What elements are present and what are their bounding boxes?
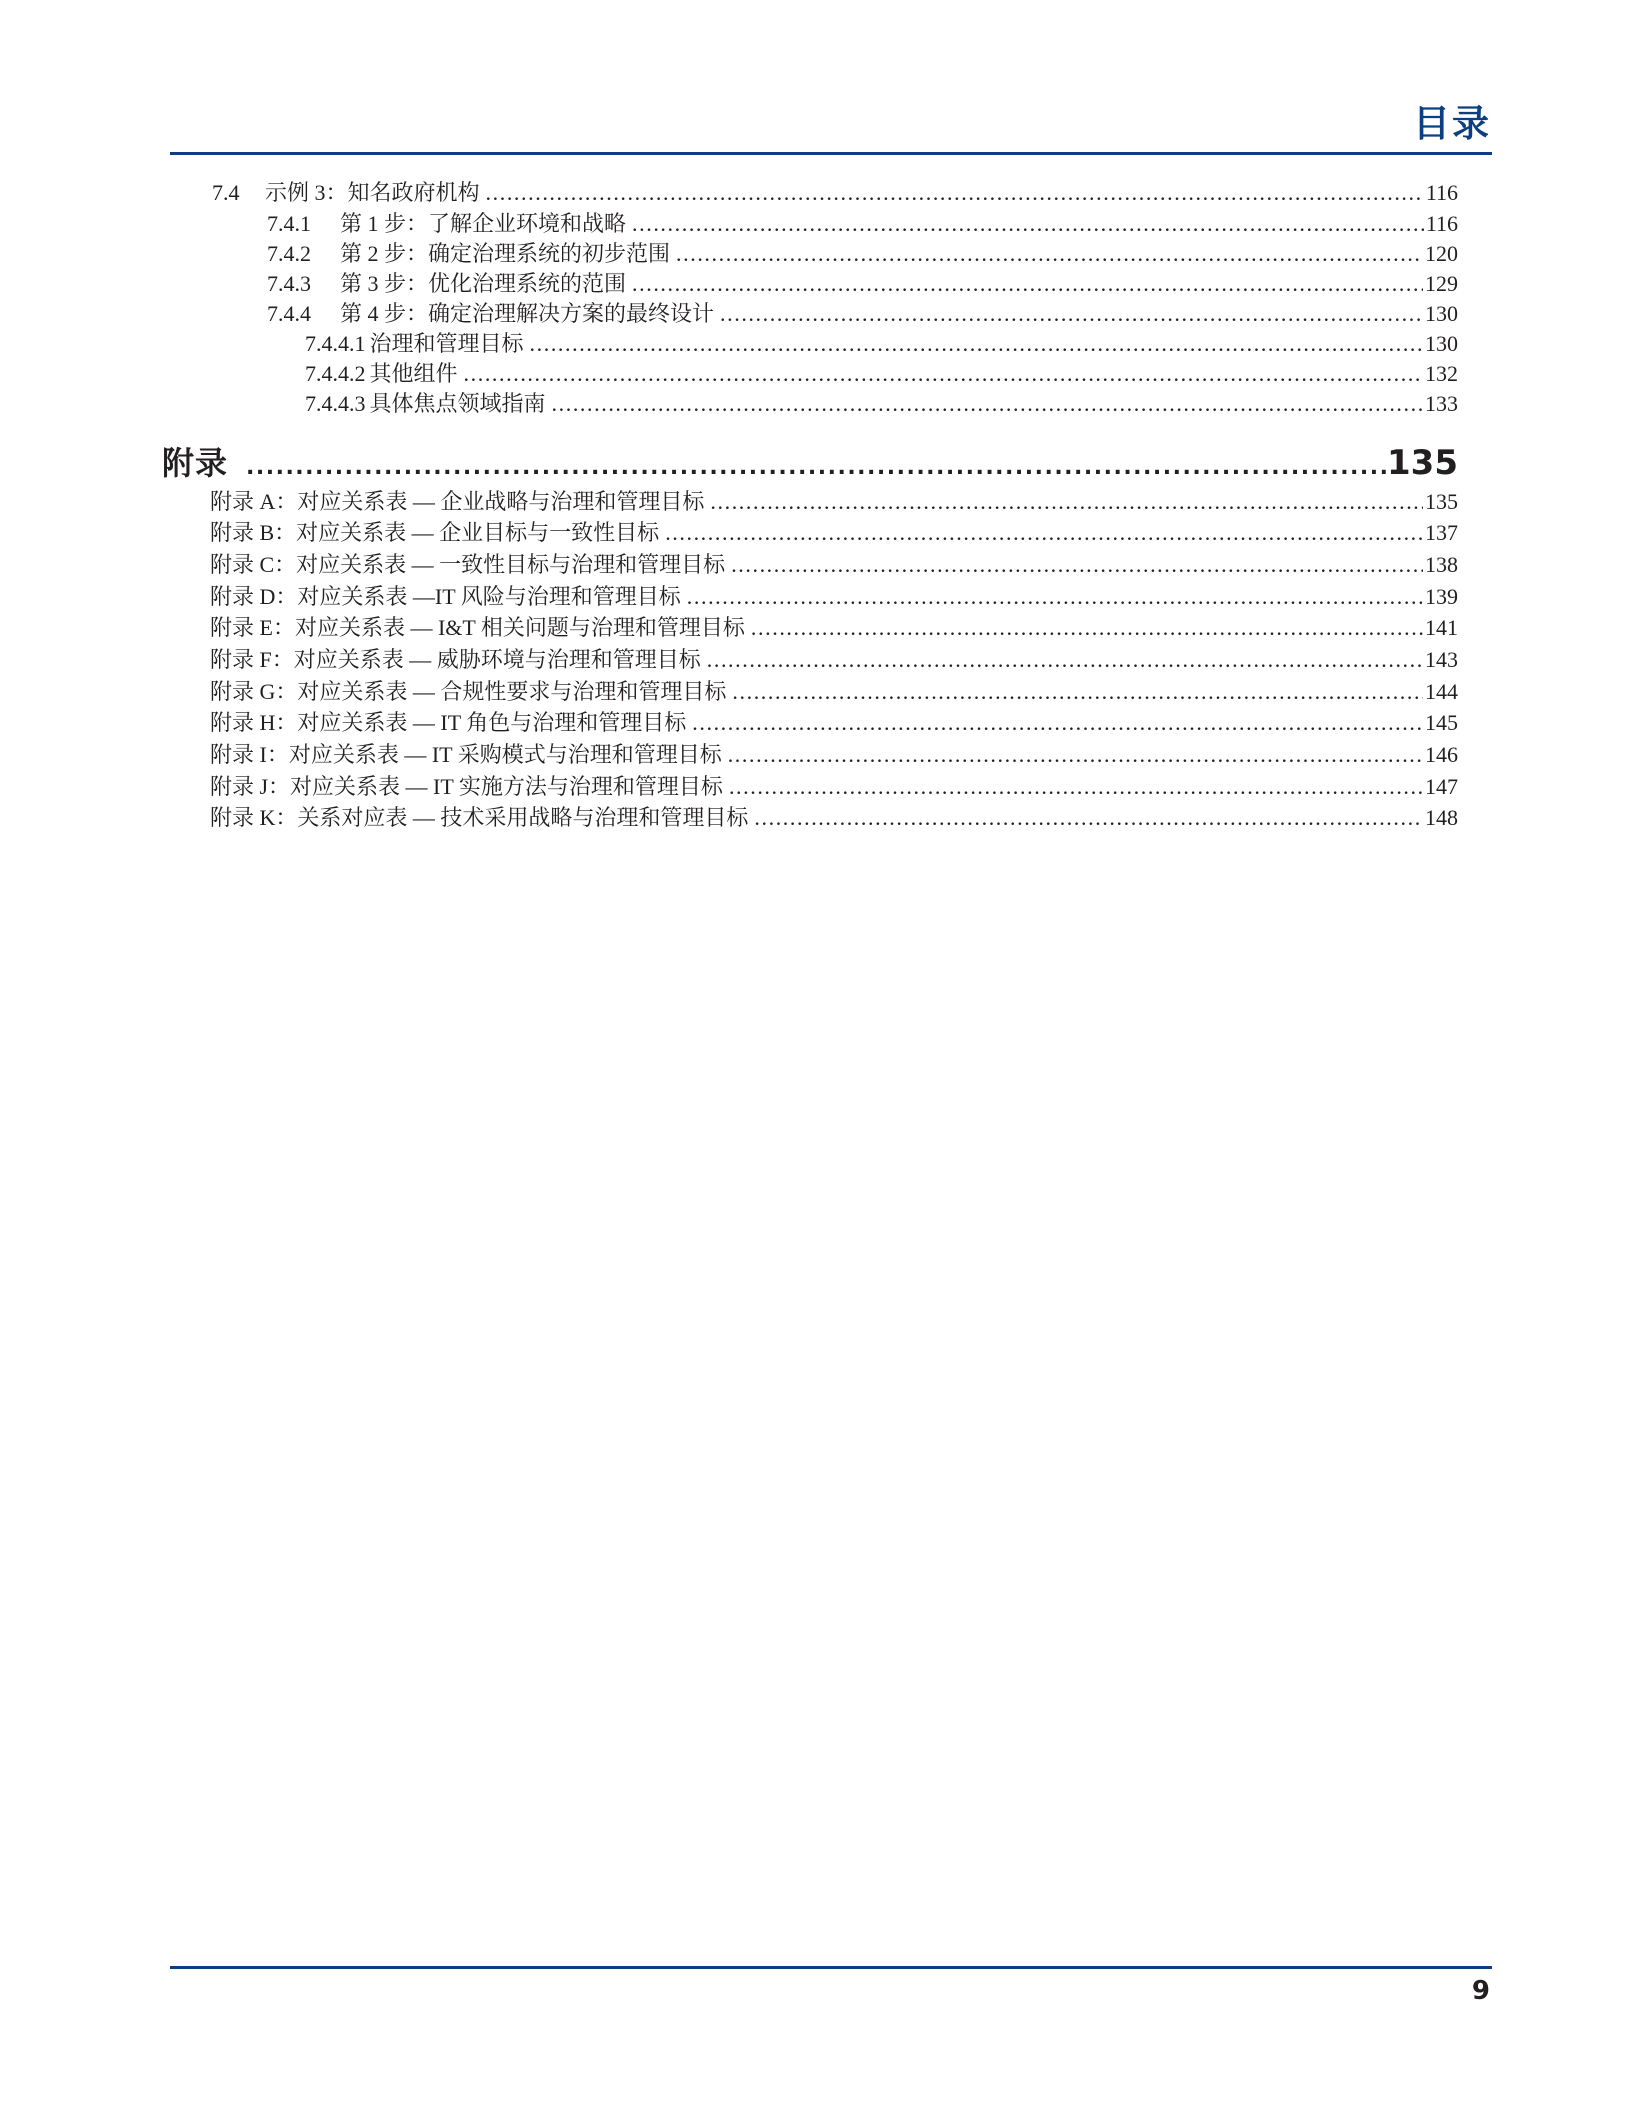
toc-entry-title: 附录 K：关系对应表 — 技术采用战略与治理和管理目标 [210,805,749,830]
toc-leader-dots [665,518,1423,548]
toc-entry-title: 第 1 步：了解企业环境和战略 [340,211,627,236]
toc-entry-appendix-i[interactable] [210,740,1458,770]
toc-leader-dots [676,239,1423,269]
toc-entry[interactable] [305,389,1458,419]
toc-leader-dots [486,178,1424,208]
toc-leader-dots [464,359,1423,389]
toc-entry-title: 附录 J：对应关系表 — IT 实施方法与治理和管理目标 [210,774,723,799]
toc-entry-page: 133 [1425,391,1458,416]
toc-entry-appendix-g[interactable] [210,677,1458,707]
toc-entry-page: 143 [1425,647,1458,672]
toc-entry-title: 附录 I：对应关系表 — IT 采购模式与治理和管理目标 [210,742,722,767]
toc-leader-dots [729,772,1423,802]
toc-entry-title: 第 2 步：确定治理系统的初步范围 [340,241,671,266]
toc-leader-dots [552,389,1423,419]
toc-heading-title: 附录 [162,444,229,482]
toc-entry-number: 7.4 [212,180,240,205]
toc-entry-title: 附录 D：对应关系表 —IT 风险与治理和管理目标 [210,584,681,609]
toc-entry-page: 138 [1425,552,1458,577]
toc-entry[interactable] [305,329,1458,359]
toc-entry-title: 第 4 步：确定治理解决方案的最终设计 [340,301,715,326]
toc-leader-dots [731,550,1423,580]
toc-entry-title: 示例 3：知名政府机构 [265,180,480,205]
toc-entry-title: 附录 E：对应关系表 — I&T 相关问题与治理和管理目标 [210,615,745,640]
toc-entry-appendix-k[interactable] [210,803,1458,833]
toc-entry-appendix-f[interactable] [210,645,1458,675]
toc-entry-title: 附录 G：对应关系表 — 合规性要求与治理和管理目标 [210,679,727,704]
toc-entry-page: 137 [1425,520,1458,545]
toc-entry-page: 146 [1425,742,1458,767]
toc-entry[interactable] [267,209,1458,239]
toc-entry-title: 附录 H：对应关系表 — IT 角色与治理和管理目标 [210,710,687,735]
header-rule [170,152,1492,155]
toc-entry-page: 139 [1425,584,1458,609]
toc-entry-page: 129 [1425,271,1458,296]
toc-entry-appendix-j[interactable] [210,772,1458,802]
toc-entry-title: 其他组件 [369,361,458,386]
toc-leader-dots [632,209,1424,239]
toc-entry-title: 第 3 步：优化治理系统的范围 [340,271,627,296]
toc-entry-appendix-h[interactable] [210,708,1458,738]
toc-entry-number: 7.4.1 [267,211,311,236]
toc-leader-dots [728,740,1423,770]
toc-leader-dots [530,329,1423,359]
footer-rule [170,1966,1492,1969]
toc-entry-page: 130 [1425,301,1458,326]
toc-entry[interactable] [267,239,1458,269]
toc-entry-appendix-a[interactable] [210,487,1458,517]
toc-leader-dots [246,455,1387,480]
toc-entry-number: 7.4.4.2 [305,361,366,386]
toc-entry-title: 附录 A：对应关系表 — 企业战略与治理和管理目标 [210,489,705,514]
toc-entry-number: 7.4.4 [267,301,311,326]
page-number: 9 [1471,1976,1490,2006]
toc-entry[interactable] [267,269,1458,299]
toc-leader-dots [720,299,1423,329]
toc-entry-number: 7.4.2 [267,241,311,266]
toc-heading-appendix[interactable] [162,440,1458,486]
toc-entry[interactable] [267,299,1458,329]
page-title: 目录 [1413,102,1491,145]
toc-entry-page: 141 [1425,615,1458,640]
toc-entry-number: 7.4.3 [267,271,311,296]
toc-heading-page: 135 [1387,443,1458,483]
toc-entry-title: 附录 B：对应关系表 — 企业目标与一致性目标 [210,520,660,545]
toc-entry-page: 132 [1425,361,1458,386]
toc-leader-dots [687,582,1423,612]
toc-entry-page: 130 [1425,331,1458,356]
toc-entry-page: 116 [1425,211,1458,236]
toc-entry-page: 120 [1425,241,1458,266]
toc-leader-dots [710,487,1423,517]
toc-leader-dots [732,677,1423,707]
toc-entry-number: 7.4.4.3 [305,391,366,416]
toc-entry-number: 7.4.4.1 [305,331,366,356]
toc-leader-dots [692,708,1423,738]
toc-entry-title: 具体焦点领域指南 [369,391,546,416]
toc-entry-page: 144 [1425,679,1458,704]
toc-entry-title: 附录 C：对应关系表 — 一致性目标与治理和管理目标 [210,552,726,577]
toc-leader-dots [754,803,1423,833]
toc-entry[interactable] [212,178,1458,208]
toc-entry-appendix-c[interactable] [210,550,1458,580]
toc-leader-dots [632,269,1423,299]
toc-entry[interactable] [305,359,1458,389]
toc-entry-appendix-e[interactable] [210,613,1458,643]
toc-entry-page: 145 [1425,710,1458,735]
toc-entry-page: 135 [1425,489,1458,514]
toc-entry-page: 147 [1425,774,1458,799]
toc-leader-dots [751,613,1423,643]
toc-entry-page: 116 [1425,180,1458,205]
toc-entry-appendix-d[interactable] [210,582,1458,612]
toc-entry-title: 附录 F：对应关系表 — 威胁环境与治理和管理目标 [210,647,701,672]
toc-entry-title: 治理和管理目标 [369,331,524,356]
toc-entry-page: 148 [1425,805,1458,830]
toc-leader-dots [707,645,1423,675]
toc-entry-appendix-b[interactable] [210,518,1458,548]
